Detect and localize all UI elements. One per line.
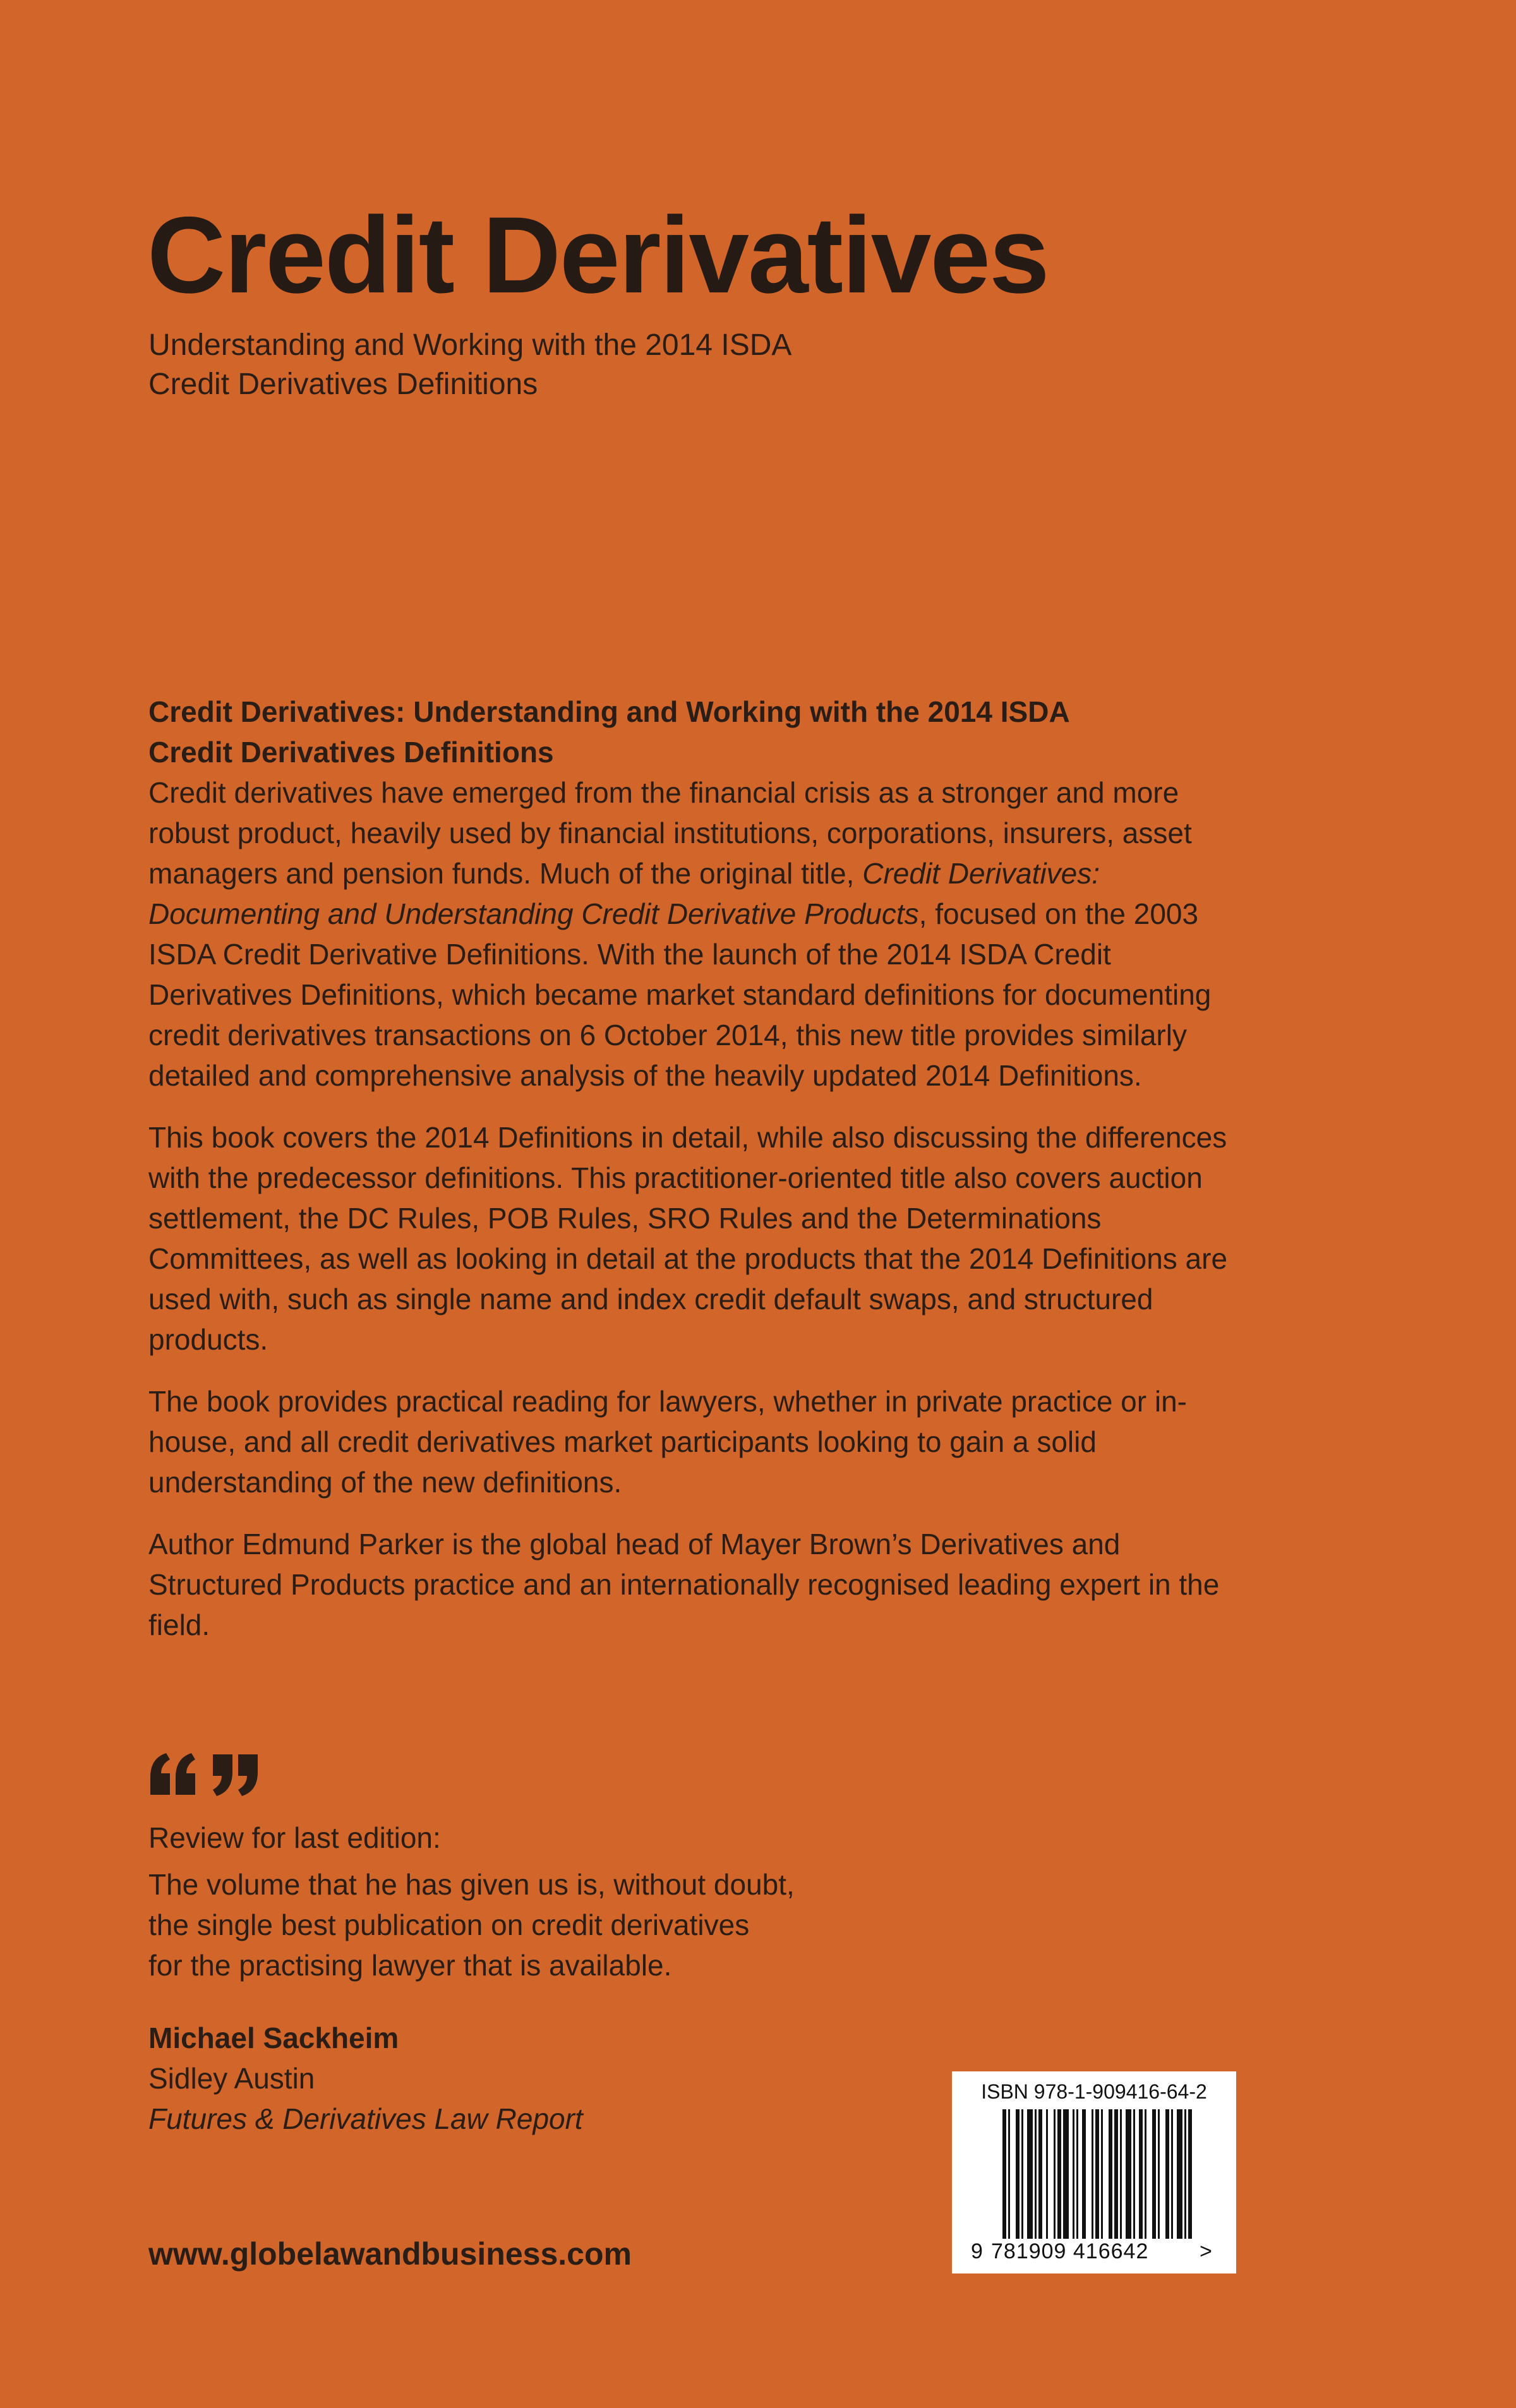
barcode-lead-digit: 9 [971, 2239, 984, 2263]
subtitle-line-2: Credit Derivatives Definitions [148, 368, 538, 401]
reviewer-name: Michael Sackheim [148, 2022, 399, 2054]
book-subtitle [148, 326, 791, 404]
barcode-number [971, 2239, 1213, 2264]
review-label: Review for last edition: [148, 1821, 441, 1854]
subtitle-line-1: Understanding and Working with the 2014 ISDA [148, 328, 792, 362]
barcode-bar [1027, 2109, 1033, 2239]
book-title: Credit Derivatives [147, 195, 1049, 316]
barcode-bar [1038, 2109, 1042, 2239]
original-title-italic: Credit Derivatives: Documenting and Understanding Credit Derivative Products [148, 857, 1100, 930]
barcode-bar [1035, 2109, 1037, 2239]
description-heading-line-2: Credit Derivatives Definitions [148, 736, 554, 769]
quotation-marks-icon [147, 1751, 261, 1801]
isbn-barcode [952, 2071, 1236, 2273]
barcode-bar [1126, 2109, 1131, 2239]
publisher-website: www.globelawandbusiness.com [148, 2236, 632, 2272]
barcode-bar [1002, 2109, 1006, 2239]
barcode-bar [1114, 2109, 1118, 2239]
barcode-bar [1076, 2109, 1078, 2239]
review-quote-line-2: the single best publication on credit derivatives [148, 1908, 750, 1941]
description-heading [148, 692, 1260, 772]
barcode-bar [1188, 2109, 1192, 2239]
barcode-bar [1082, 2109, 1086, 2239]
barcode-bar [1133, 2109, 1135, 2239]
barcode-bar [1158, 2109, 1160, 2239]
barcode-bar [1165, 2109, 1169, 2239]
review-quote-line-3: for the practising lawyer that is available. [148, 1949, 672, 1982]
description-paragraph-2: This book covers the 2014 Definitions in detail, while also discussing the differences with the predecessor definitions. This practitioner-oriented title also covers auction settlement, the DC Rules, POB Rules, SRO Rules and the Determinations Committees, as well as looking in detail at the products that the 2014 Definitions are used with, such as single name and index credit default swaps, and structured products. [148, 1121, 1228, 1356]
review-attribution [148, 2018, 583, 2139]
description-paragraph-3: The book provides practical reading for lawyers, whether in private practice or in-house, and all credit derivatives market participants looking to gain a solid understanding of the new definitions. [148, 1385, 1187, 1499]
review-quote [148, 1864, 795, 1986]
barcode-bar [1008, 2109, 1010, 2239]
paragraph-1-text-b: , focused on the 2003 ISDA Credit Derivative Definitions. With the launch of the 2014 ISDA Credit Derivatives Definitions, which became market standard definitions for documenting credit derivatives transactions on 6 October 2014, this new title provides similarly detailed and comprehensive analysis of the heavily updated 2014 Definitions. [148, 897, 1212, 1092]
barcode-arrow: > [1200, 2239, 1213, 2263]
barcode-digits: 781909 416642 [991, 2239, 1149, 2263]
barcode-bar [1184, 2109, 1186, 2239]
description-heading-line-1: Credit Derivatives: Understanding and Working with the 2014 ISDA [148, 695, 1070, 728]
barcode-bar [1109, 2109, 1112, 2239]
barcode-bar [1057, 2109, 1061, 2239]
description-paragraph-4: Author Edmund Parker is the global head of Mayer Brown’s Derivatives and Structured Products practice and an internationally recognised leading expert in the field. [148, 1528, 1220, 1641]
barcode-bar [1101, 2109, 1103, 2239]
barcode-bar [1054, 2109, 1056, 2239]
barcode-bar [1120, 2109, 1122, 2239]
barcode-bars [1002, 2109, 1192, 2239]
barcode-bar [1095, 2109, 1099, 2239]
barcode-bar [1021, 2109, 1023, 2239]
description [148, 692, 1260, 1667]
review-publication: Futures & Derivatives Law Report [148, 2102, 583, 2135]
reviewer-firm: Sidley Austin [148, 2062, 315, 2095]
barcode-bar [1046, 2109, 1048, 2239]
isbn-label: ISBN 978-1-909416-64-2 [981, 2080, 1207, 2103]
barcode-bar [1073, 2109, 1074, 2239]
paragraph-1-text-a: Credit derivatives have emerged from the financial crisis as a stronger and more robust product, heavily used by financial institutions, corporations, insurers, asset managers and pension funds. Much of the original title, [148, 776, 1192, 890]
review [148, 1818, 795, 1986]
barcode-bar [1092, 2109, 1093, 2239]
barcode-bar [1145, 2109, 1146, 2239]
barcode-bar [1171, 2109, 1173, 2239]
barcode-bar [1152, 2109, 1156, 2239]
barcode-bar [1139, 2109, 1143, 2239]
barcode-bar [1063, 2109, 1069, 2239]
barcode-bar [1177, 2109, 1182, 2239]
review-quote-line-1: The volume that he has given us is, without doubt, [148, 1868, 795, 1901]
barcode-bar [1016, 2109, 1020, 2239]
description-paragraph-1 [148, 772, 1260, 1096]
